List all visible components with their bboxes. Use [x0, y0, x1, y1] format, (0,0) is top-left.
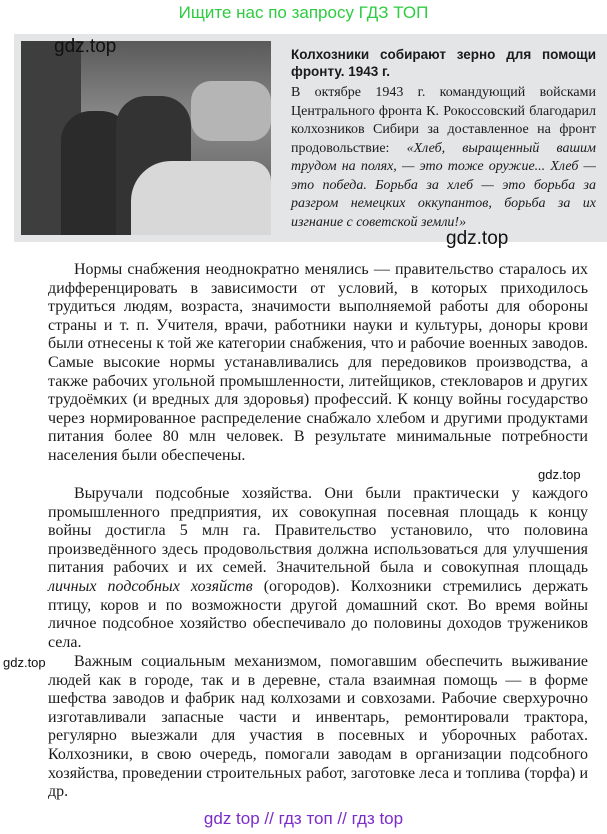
paragraph-2-end: (огородов). Колхозники стремились держать птицу, коров и по возможности другой домашний скот. Во время войны личное подсобное хозяйство обеспечивало до половины доходов тружеников села. [48, 577, 589, 651]
top-banner[interactable]: Ищите нас по запросу ГДЗ ТОП [178, 3, 429, 22]
watermark-caption: gdz.top [446, 228, 509, 249]
caption-title: Колхозники собирают зерно для помощи фронту. 1943 г. [291, 47, 596, 79]
historical-photo [21, 41, 271, 235]
paragraph-3: Важным социальным механизмом, помогавшим обеспечить выживание людей как в городе, так и в деревне, стала взаимная помощь — в форме шефства заводов и фабрик над колхозами и совхозами. Рабочие сверхурочно изготавливали запасные части и инвентарь, ремонтировали трактора, регулярно выезжали для участия в посевных и уборочных работах. Колхозники, в свою очередь, помогали заводам в организации подсобного хозяйства, проведении строительных работ, заготовке леса и топлива (торфа) и др. [48, 653, 588, 801]
watermark-right: gdz.top [538, 467, 581, 482]
photo-caption-box [14, 34, 607, 249]
caption-intro: В октябре 1943 г. командующий войсками Центрального фронта К. Рокоссовский благодарил колхозников Сибири за доставленное на фронт продовольствие: [291, 85, 596, 156]
watermark-photo: gdz.top [54, 36, 117, 57]
photo-grain-sacks [131, 161, 271, 235]
watermark-left: gdz.top [3, 655, 46, 670]
caption-body [291, 84, 596, 232]
paragraph-1: Нормы снабжения неоднократно менялись — правительство старалось их дифференцировать в зависимости от условий, в которых приходилось трудиться людям, возраста, значимости выполняемой работы для обороны страны и т. п. Учителя, врачи, работники науки и культуры, доноры крови были отнесены к той же категории снабжения, что и рабочие военных заводов. Самые высокие нормы устанавливались для передовиков производства, а также рабочих угольной промышленности, литейщиков, стекловаров и других трудоёмких (и вредных для здоровья) профессий. К концу войны государство через нормированное распределение снабжало хлебом и другими продуктами питания более 80 млн человек. В результате минимальные потребности населения были обеспечены. [48, 261, 588, 464]
paragraph-2-start: Выручали подсобные хозяйства. Они были практически у каждого промышленного предприятия, их совокупная посевная площадь к концу войны достигла 5 млн га. Правительство установило, что половина произведённого здесь продовольствия должна использоваться для улучшения питания рабочих и их семей. Значительной была и совокупная площадь [48, 485, 588, 577]
bottom-banner[interactable]: gdz top // гдз топ // гдз top [203, 809, 404, 828]
paragraph-2-italic-term: личных подсобных хозяйств [48, 577, 253, 595]
photo-background-sacks [191, 81, 271, 141]
caption-quote: «Хлеб, выращенный вашим трудом на полях, — это тоже оружие... Хлеб — это победа. Борьба за хлеб — это борьба за разгром немецких оккупантов, борьба за их изгнание с советской земли!» [291, 140, 596, 230]
paragraph-2 [48, 485, 588, 652]
